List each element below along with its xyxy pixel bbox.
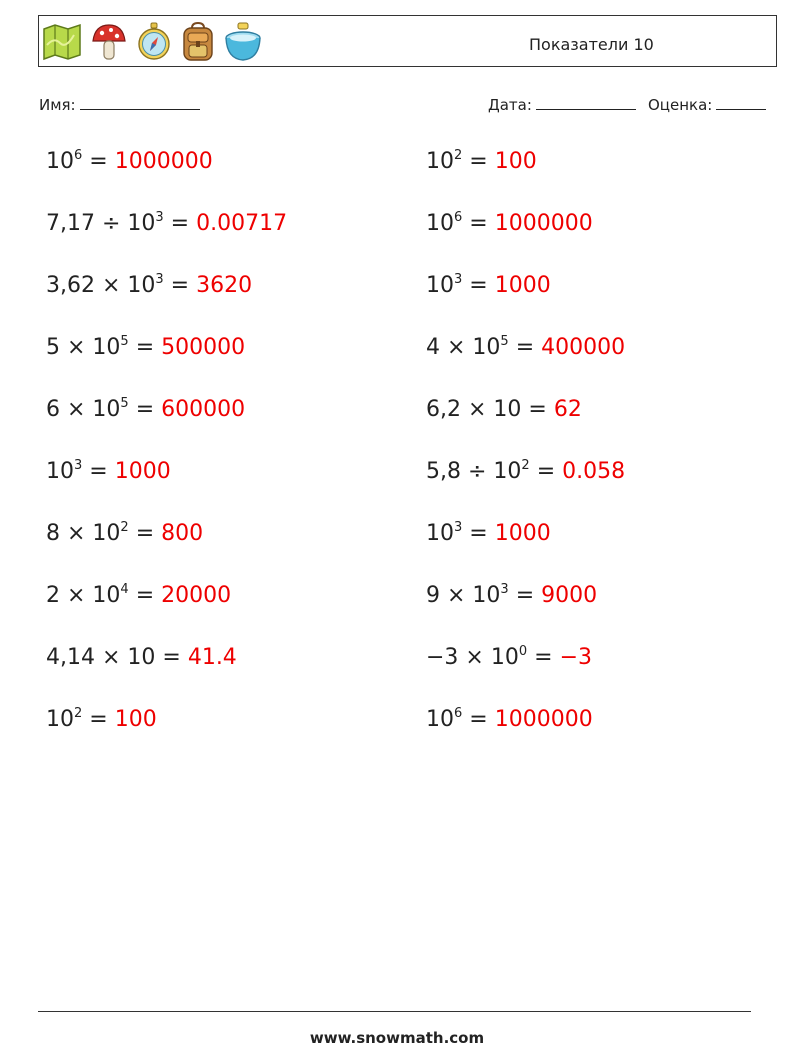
bucket-icon xyxy=(223,21,263,63)
date-field xyxy=(488,95,636,114)
problem-answer: 0.00717 xyxy=(189,211,288,236)
problem-question: $-3 \times 10^0$ = xyxy=(426,644,553,670)
problem-item xyxy=(46,211,287,237)
date-blank xyxy=(536,95,636,110)
name-blank xyxy=(80,95,200,110)
problem-question: $4 \times 10^5$ = xyxy=(426,334,535,360)
problem-answer: 100 xyxy=(487,149,537,174)
problem-answer: 41.4 xyxy=(180,645,237,670)
grade-field xyxy=(648,95,766,114)
problem-item xyxy=(426,335,625,361)
problem-item xyxy=(426,397,582,423)
mushroom-icon xyxy=(89,21,129,63)
grade-label: Оценка: xyxy=(648,96,713,114)
problem-answer: 1000 xyxy=(107,459,171,484)
problem-question: $10^2$ = xyxy=(46,706,108,732)
footer-site: www.snowmath.com xyxy=(309,1029,485,1047)
problem-item xyxy=(46,521,203,547)
problem-answer: 500000 xyxy=(154,335,246,360)
problem-item xyxy=(46,707,157,733)
name-label: Имя: xyxy=(39,96,76,114)
problem-item xyxy=(426,149,537,175)
problem-item xyxy=(426,521,551,547)
problem-item xyxy=(46,583,231,609)
problem-answer: 0.058 xyxy=(555,459,626,484)
problem-answer: 62 xyxy=(546,397,582,422)
problem-question: $2 \times 10^4$ = xyxy=(46,582,155,608)
problem-item xyxy=(46,149,213,175)
problem-question: $5,8 \div 10^2$ = xyxy=(426,458,556,484)
problem-answer: 3620 xyxy=(189,273,253,298)
problem-item xyxy=(426,707,593,733)
problem-question: $10^3$ = xyxy=(426,272,488,298)
problem-answer: 1000 xyxy=(487,521,551,546)
problem-item xyxy=(46,459,171,485)
problem-item xyxy=(426,459,625,485)
problem-answer: 600000 xyxy=(154,397,246,422)
backpack-icon xyxy=(178,21,218,63)
problem-item xyxy=(426,211,593,237)
problem-question: $10^3$ = xyxy=(426,520,488,546)
problem-answer: 1000000 xyxy=(487,211,593,236)
date-label: Дата: xyxy=(488,96,532,114)
problem-question: $10^3$ = xyxy=(46,458,108,484)
problem-question: $7,17 \div 10^3$ = xyxy=(46,210,190,236)
grade-blank xyxy=(716,95,766,110)
name-field xyxy=(39,95,200,114)
problem-question: $10^6$ = xyxy=(46,148,108,174)
problem-answer: 9000 xyxy=(534,583,598,608)
problem-answer: 1000000 xyxy=(107,149,213,174)
problem-item xyxy=(46,335,245,361)
problem-question: 4,14 × 10 = xyxy=(46,645,181,670)
map-icon xyxy=(42,21,82,63)
problem-question: $10^2$ = xyxy=(426,148,488,174)
problem-item xyxy=(426,645,592,671)
problem-question: $10^6$ = xyxy=(426,210,488,236)
problem-item xyxy=(46,273,252,299)
problem-question: $9 \times 10^3$ = xyxy=(426,582,535,608)
problem-question: $6 \times 10^5$ = xyxy=(46,396,155,422)
problem-answer: 800 xyxy=(154,521,204,546)
compass-icon xyxy=(134,21,174,63)
problem-question: 6,2 × 10 = xyxy=(426,397,547,422)
problem-question: $8 \times 10^2$ = xyxy=(46,520,155,546)
problem-item xyxy=(426,583,597,609)
problem-item xyxy=(426,273,551,299)
problem-answer: 100 xyxy=(107,707,157,732)
problem-item xyxy=(46,645,237,671)
problem-answer: 20000 xyxy=(154,583,232,608)
problem-question: $5 \times 10^5$ = xyxy=(46,334,155,360)
footer-divider xyxy=(38,1011,751,1012)
problem-answer: 1000 xyxy=(487,273,551,298)
worksheet-header xyxy=(38,15,777,67)
problem-answer: −3 xyxy=(552,645,593,670)
problem-answer: 1000000 xyxy=(487,707,593,732)
problem-question: $10^6$ = xyxy=(426,706,488,732)
problem-question: $3,62 \times 10^3$ = xyxy=(46,272,190,298)
problem-answer: 400000 xyxy=(534,335,626,360)
worksheet-title: Показатели 10 xyxy=(529,35,654,54)
problem-item xyxy=(46,397,245,423)
